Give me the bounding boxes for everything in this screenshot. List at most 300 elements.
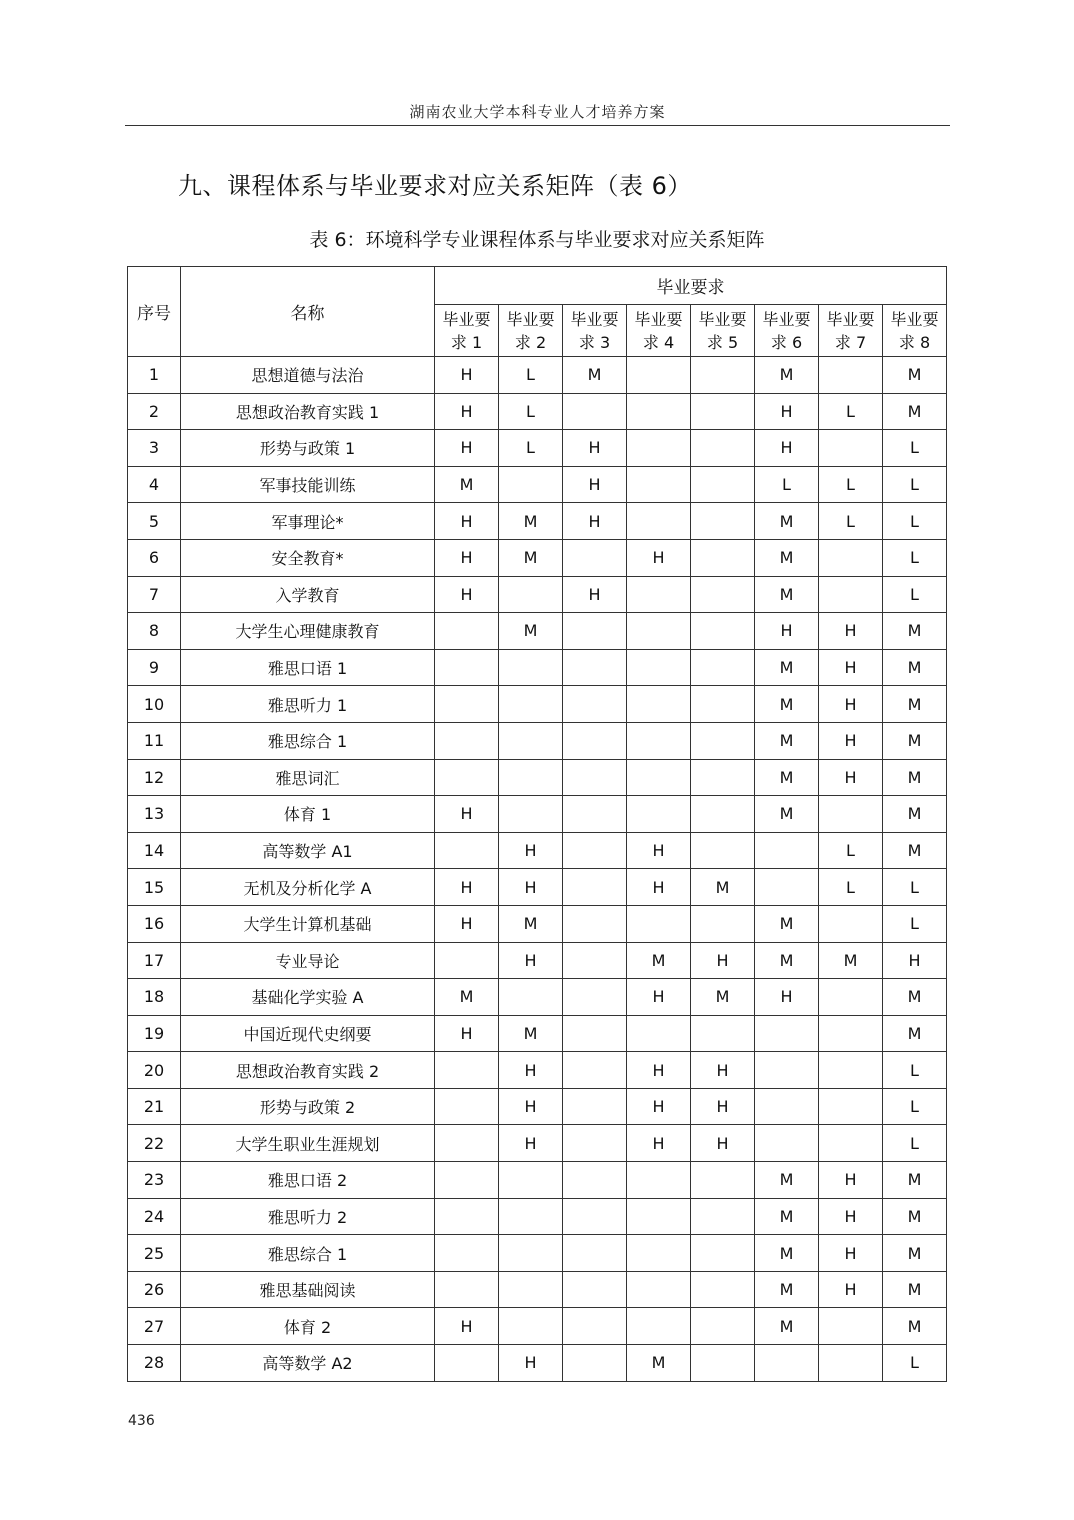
cell-seq: 26 [128, 1271, 181, 1308]
cell-requirement-3 [563, 613, 627, 650]
cell-requirement-8: L [883, 503, 947, 540]
cell-requirement-6: H [755, 393, 819, 430]
cell-requirement-1: H [435, 796, 499, 833]
cell-requirement-1 [435, 1088, 499, 1125]
cell-requirement-4 [627, 1162, 691, 1199]
header-requirement-line2: 求 7 [834, 332, 867, 352]
cell-requirement-2 [499, 1198, 563, 1235]
cell-requirement-5 [691, 539, 755, 576]
cell-requirement-5 [691, 722, 755, 759]
table-row [128, 576, 947, 613]
cell-requirement-2 [499, 1271, 563, 1308]
cell-course-name: 大学生心理健康教育 [181, 613, 435, 650]
cell-requirement-1 [435, 1052, 499, 1089]
table-row [128, 430, 947, 467]
header-requirement-line2: 求 6 [770, 332, 803, 352]
cell-requirement-8: L [883, 1088, 947, 1125]
cell-requirement-8: M [883, 1235, 947, 1272]
cell-course-name: 入学教育 [181, 576, 435, 613]
table-body [128, 357, 947, 1382]
cell-requirement-8: M [883, 393, 947, 430]
cell-requirement-8: L [883, 1052, 947, 1089]
cell-course-name: 无机及分析化学 A [181, 869, 435, 906]
cell-requirement-5: M [691, 869, 755, 906]
cell-seq: 27 [128, 1308, 181, 1345]
header-rule [125, 125, 950, 126]
cell-requirement-2: H [499, 942, 563, 979]
cell-requirement-6: M [755, 942, 819, 979]
cell-requirement-7: H [819, 1235, 883, 1272]
cell-requirement-5: H [691, 942, 755, 979]
header-requirement-7 [819, 305, 883, 357]
table-row [128, 869, 947, 906]
cell-requirement-5 [691, 1015, 755, 1052]
cell-seq: 12 [128, 759, 181, 796]
cell-seq: 16 [128, 905, 181, 942]
cell-requirement-5 [691, 576, 755, 613]
cell-requirement-5 [691, 1345, 755, 1382]
cell-requirement-4 [627, 686, 691, 723]
cell-requirement-2 [499, 796, 563, 833]
cell-requirement-8: L [883, 576, 947, 613]
cell-requirement-7 [819, 539, 883, 576]
cell-seq: 20 [128, 1052, 181, 1089]
cell-requirement-3 [563, 1271, 627, 1308]
cell-requirement-8: M [883, 357, 947, 394]
cell-requirement-1 [435, 832, 499, 869]
cell-requirement-2: H [499, 869, 563, 906]
cell-requirement-1: H [435, 393, 499, 430]
cell-requirement-1: H [435, 503, 499, 540]
cell-requirement-3 [563, 1052, 627, 1089]
cell-requirement-5 [691, 1271, 755, 1308]
cell-requirement-3 [563, 686, 627, 723]
cell-requirement-7: H [819, 1271, 883, 1308]
cell-requirement-5 [691, 1308, 755, 1345]
cell-requirement-2: M [499, 539, 563, 576]
cell-requirement-5: H [691, 1052, 755, 1089]
cell-course-name: 雅思听力 1 [181, 686, 435, 723]
running-header: 湖南农业大学本科专业人才培养方案 [409, 103, 666, 121]
cell-seq: 22 [128, 1125, 181, 1162]
cell-seq: 7 [128, 576, 181, 613]
header-requirement-line1: 毕业要 [826, 309, 875, 329]
table-row [128, 1235, 947, 1272]
cell-seq: 8 [128, 613, 181, 650]
cell-course-name: 雅思听力 2 [181, 1198, 435, 1235]
cell-requirement-2: H [499, 1088, 563, 1125]
cell-requirement-6 [755, 1125, 819, 1162]
cell-requirement-6 [755, 1088, 819, 1125]
table-row [128, 722, 947, 759]
cell-requirement-4: H [627, 539, 691, 576]
cell-requirement-1 [435, 686, 499, 723]
cell-requirement-8: M [883, 613, 947, 650]
cell-seq: 15 [128, 869, 181, 906]
header-name: 名称 [181, 267, 435, 357]
table-row [128, 1345, 947, 1382]
cell-course-name: 雅思基础阅读 [181, 1271, 435, 1308]
table-row [128, 942, 947, 979]
cell-requirement-8: M [883, 649, 947, 686]
cell-requirement-5 [691, 393, 755, 430]
cell-requirement-2: M [499, 905, 563, 942]
cell-requirement-6: M [755, 1198, 819, 1235]
cell-requirement-1 [435, 613, 499, 650]
cell-requirement-1: H [435, 1015, 499, 1052]
cell-requirement-7: H [819, 759, 883, 796]
cell-requirement-1 [435, 1125, 499, 1162]
cell-requirement-6: M [755, 649, 819, 686]
cell-requirement-6: M [755, 576, 819, 613]
cell-requirement-2 [499, 1162, 563, 1199]
table-row [128, 905, 947, 942]
cell-requirement-3: H [563, 576, 627, 613]
cell-requirement-8: L [883, 905, 947, 942]
table-row [128, 613, 947, 650]
header-requirement-6 [755, 305, 819, 357]
cell-seq: 13 [128, 796, 181, 833]
cell-requirement-1 [435, 1235, 499, 1272]
cell-requirement-6: M [755, 503, 819, 540]
cell-seq: 24 [128, 1198, 181, 1235]
cell-requirement-6: H [755, 979, 819, 1016]
cell-requirement-7: H [819, 1198, 883, 1235]
cell-requirement-3 [563, 796, 627, 833]
cell-requirement-5 [691, 1162, 755, 1199]
header-requirement-line2: 求 2 [514, 332, 547, 352]
cell-requirement-7 [819, 1088, 883, 1125]
cell-requirement-6: M [755, 905, 819, 942]
cell-requirement-7: L [819, 869, 883, 906]
header-requirement-line1: 毕业要 [506, 309, 555, 329]
cell-requirement-7 [819, 1015, 883, 1052]
cell-course-name: 雅思词汇 [181, 759, 435, 796]
header-requirement-2 [499, 305, 563, 357]
cell-requirement-2: H [499, 1345, 563, 1382]
cell-requirement-4 [627, 1015, 691, 1052]
cell-requirement-7 [819, 905, 883, 942]
cell-requirement-5 [691, 649, 755, 686]
cell-requirement-6 [755, 1052, 819, 1089]
cell-requirement-4 [627, 503, 691, 540]
cell-requirement-3 [563, 649, 627, 686]
cell-requirement-3 [563, 1088, 627, 1125]
table-row [128, 832, 947, 869]
cell-requirement-8: M [883, 796, 947, 833]
header-requirement-line2: 求 1 [450, 332, 483, 352]
cell-requirement-4 [627, 905, 691, 942]
cell-requirement-2 [499, 649, 563, 686]
cell-requirement-7: H [819, 1162, 883, 1199]
cell-requirement-7: H [819, 686, 883, 723]
header-requirement-line1: 毕业要 [634, 309, 683, 329]
cell-requirement-3 [563, 1015, 627, 1052]
cell-requirement-7 [819, 1052, 883, 1089]
cell-course-name: 专业导论 [181, 942, 435, 979]
cell-requirement-8: M [883, 759, 947, 796]
cell-requirement-6: M [755, 1271, 819, 1308]
cell-course-name: 雅思口语 1 [181, 649, 435, 686]
cell-requirement-6: H [755, 613, 819, 650]
cell-requirement-6 [755, 1345, 819, 1382]
cell-requirement-8: M [883, 1015, 947, 1052]
cell-course-name: 雅思口语 2 [181, 1162, 435, 1199]
cell-requirement-1: H [435, 869, 499, 906]
cell-requirement-6 [755, 869, 819, 906]
cell-requirement-4 [627, 1235, 691, 1272]
cell-requirement-5 [691, 759, 755, 796]
cell-requirement-2 [499, 722, 563, 759]
cell-requirement-4: H [627, 1125, 691, 1162]
cell-seq: 2 [128, 393, 181, 430]
cell-requirement-7 [819, 357, 883, 394]
cell-requirement-7 [819, 1345, 883, 1382]
cell-requirement-4 [627, 430, 691, 467]
table-row [128, 1162, 947, 1199]
cell-requirement-6 [755, 832, 819, 869]
cell-requirement-6 [755, 1015, 819, 1052]
cell-requirement-5 [691, 905, 755, 942]
cell-requirement-5 [691, 503, 755, 540]
cell-requirement-7: M [819, 942, 883, 979]
cell-requirement-3: M [563, 357, 627, 394]
table-row [128, 503, 947, 540]
cell-seq: 6 [128, 539, 181, 576]
table-row [128, 466, 947, 503]
cell-requirement-2: H [499, 1052, 563, 1089]
cell-requirement-2 [499, 576, 563, 613]
cell-course-name: 体育 1 [181, 796, 435, 833]
cell-requirement-6: M [755, 1308, 819, 1345]
cell-requirement-7: L [819, 832, 883, 869]
cell-seq: 25 [128, 1235, 181, 1272]
header-requirement-line2: 求 3 [578, 332, 611, 352]
table-row [128, 1271, 947, 1308]
cell-requirement-1: H [435, 430, 499, 467]
cell-requirement-1 [435, 649, 499, 686]
cell-requirement-4 [627, 466, 691, 503]
cell-course-name: 高等数学 A2 [181, 1345, 435, 1382]
cell-course-name: 安全教育* [181, 539, 435, 576]
cell-requirement-3 [563, 1162, 627, 1199]
cell-requirement-1 [435, 1271, 499, 1308]
cell-requirement-2 [499, 466, 563, 503]
cell-requirement-7: L [819, 393, 883, 430]
cell-requirement-4 [627, 649, 691, 686]
cell-requirement-8: M [883, 979, 947, 1016]
cell-requirement-8: L [883, 466, 947, 503]
cell-course-name: 高等数学 A1 [181, 832, 435, 869]
header-requirement-8 [883, 305, 947, 357]
cell-requirement-6: H [755, 430, 819, 467]
cell-requirement-7: H [819, 613, 883, 650]
cell-requirement-5 [691, 613, 755, 650]
cell-requirement-7: H [819, 649, 883, 686]
cell-requirement-8: M [883, 1162, 947, 1199]
cell-course-name: 基础化学实验 A [181, 979, 435, 1016]
header-row-group [128, 267, 947, 305]
cell-requirement-4 [627, 796, 691, 833]
cell-seq: 23 [128, 1162, 181, 1199]
cell-seq: 10 [128, 686, 181, 723]
cell-requirement-3 [563, 869, 627, 906]
header-requirement-line1: 毕业要 [570, 309, 619, 329]
cell-requirement-3 [563, 905, 627, 942]
cell-requirement-2 [499, 686, 563, 723]
cell-course-name: 军事理论* [181, 503, 435, 540]
cell-course-name: 军事技能训练 [181, 466, 435, 503]
cell-requirement-8: L [883, 1345, 947, 1382]
cell-requirement-7 [819, 576, 883, 613]
cell-requirement-1: M [435, 466, 499, 503]
cell-requirement-4: H [627, 979, 691, 1016]
cell-requirement-3 [563, 759, 627, 796]
cell-requirement-4 [627, 393, 691, 430]
cell-requirement-5: H [691, 1088, 755, 1125]
table-row [128, 979, 947, 1016]
cell-requirement-4: M [627, 1345, 691, 1382]
cell-requirement-3 [563, 1198, 627, 1235]
cell-requirement-8: L [883, 869, 947, 906]
table-caption: 表 6：环境科学专业课程体系与毕业要求对应关系矩阵 [309, 229, 765, 251]
cell-requirement-1: H [435, 539, 499, 576]
cell-requirement-5 [691, 1198, 755, 1235]
cell-requirement-2 [499, 1235, 563, 1272]
cell-requirement-4 [627, 576, 691, 613]
cell-requirement-7 [819, 796, 883, 833]
cell-requirement-4: H [627, 1088, 691, 1125]
cell-course-name: 雅思综合 1 [181, 1235, 435, 1272]
section-title: 九、课程体系与毕业要求对应关系矩阵（表 6） [178, 172, 692, 200]
table-row [128, 686, 947, 723]
cell-requirement-5 [691, 796, 755, 833]
cell-seq: 5 [128, 503, 181, 540]
cell-requirement-4: H [627, 832, 691, 869]
cell-requirement-1 [435, 1162, 499, 1199]
cell-requirement-4 [627, 759, 691, 796]
header-requirement-line1: 毕业要 [762, 309, 811, 329]
cell-requirement-3 [563, 393, 627, 430]
cell-requirement-4: H [627, 1052, 691, 1089]
cell-requirement-3 [563, 1235, 627, 1272]
cell-seq: 21 [128, 1088, 181, 1125]
cell-requirement-7: L [819, 466, 883, 503]
cell-requirement-8: L [883, 1125, 947, 1162]
cell-requirement-1: H [435, 1308, 499, 1345]
table-row [128, 357, 947, 394]
table-row [128, 1308, 947, 1345]
cell-requirement-6: M [755, 796, 819, 833]
table-row [128, 1088, 947, 1125]
cell-requirement-8: M [883, 1271, 947, 1308]
cell-requirement-1 [435, 942, 499, 979]
cell-requirement-2: L [499, 430, 563, 467]
cell-requirement-2 [499, 979, 563, 1016]
cell-course-name: 形势与政策 1 [181, 430, 435, 467]
cell-requirement-3: H [563, 466, 627, 503]
header-requirements-group: 毕业要求 [435, 267, 947, 305]
cell-requirement-8: H [883, 942, 947, 979]
cell-requirement-3 [563, 539, 627, 576]
cell-requirement-6: M [755, 1162, 819, 1199]
header-requirement-5 [691, 305, 755, 357]
cell-requirement-6: M [755, 357, 819, 394]
cell-requirement-8: L [883, 430, 947, 467]
cell-requirement-3 [563, 979, 627, 1016]
cell-seq: 1 [128, 357, 181, 394]
cell-requirement-1 [435, 722, 499, 759]
cell-course-name: 中国近现代史纲要 [181, 1015, 435, 1052]
cell-requirement-6: M [755, 759, 819, 796]
cell-requirement-1 [435, 1345, 499, 1382]
cell-seq: 11 [128, 722, 181, 759]
cell-requirement-4 [627, 722, 691, 759]
header-requirement-3 [563, 305, 627, 357]
cell-requirement-5 [691, 832, 755, 869]
cell-requirement-1: H [435, 576, 499, 613]
page-number: 436 [128, 1413, 155, 1429]
cell-requirement-2: M [499, 613, 563, 650]
cell-requirement-5 [691, 357, 755, 394]
cell-requirement-3 [563, 942, 627, 979]
cell-seq: 3 [128, 430, 181, 467]
cell-seq: 9 [128, 649, 181, 686]
cell-requirement-5: H [691, 1125, 755, 1162]
cell-requirement-8: M [883, 1198, 947, 1235]
cell-requirement-2 [499, 1308, 563, 1345]
cell-requirement-7: H [819, 722, 883, 759]
header-requirement-line1: 毕业要 [698, 309, 747, 329]
cell-requirement-4 [627, 357, 691, 394]
cell-requirement-5 [691, 1235, 755, 1272]
table-row [128, 393, 947, 430]
cell-course-name: 大学生职业生涯规划 [181, 1125, 435, 1162]
cell-requirement-4 [627, 1271, 691, 1308]
cell-seq: 14 [128, 832, 181, 869]
table-row [128, 539, 947, 576]
cell-course-name: 雅思综合 1 [181, 722, 435, 759]
cell-seq: 18 [128, 979, 181, 1016]
cell-seq: 19 [128, 1015, 181, 1052]
cell-requirement-3: H [563, 503, 627, 540]
cell-requirement-2: M [499, 503, 563, 540]
cell-requirement-8: M [883, 722, 947, 759]
cell-requirement-4: M [627, 942, 691, 979]
table-row [128, 1052, 947, 1089]
cell-requirement-2: L [499, 357, 563, 394]
cell-requirement-8: L [883, 539, 947, 576]
header-requirement-line2: 求 5 [706, 332, 739, 352]
cell-requirement-5 [691, 466, 755, 503]
cell-requirement-5: M [691, 979, 755, 1016]
cell-requirement-6: L [755, 466, 819, 503]
cell-requirement-7 [819, 979, 883, 1016]
table-row [128, 759, 947, 796]
cell-requirement-7 [819, 1125, 883, 1162]
cell-seq: 17 [128, 942, 181, 979]
requirements-matrix-table [127, 266, 947, 1382]
cell-requirement-2 [499, 759, 563, 796]
cell-requirement-3: H [563, 430, 627, 467]
cell-course-name: 思想道德与法治 [181, 357, 435, 394]
table-row [128, 1198, 947, 1235]
cell-requirement-3 [563, 1345, 627, 1382]
cell-requirement-6: M [755, 722, 819, 759]
cell-seq: 4 [128, 466, 181, 503]
cell-requirement-7 [819, 1308, 883, 1345]
cell-requirement-6: M [755, 1235, 819, 1272]
